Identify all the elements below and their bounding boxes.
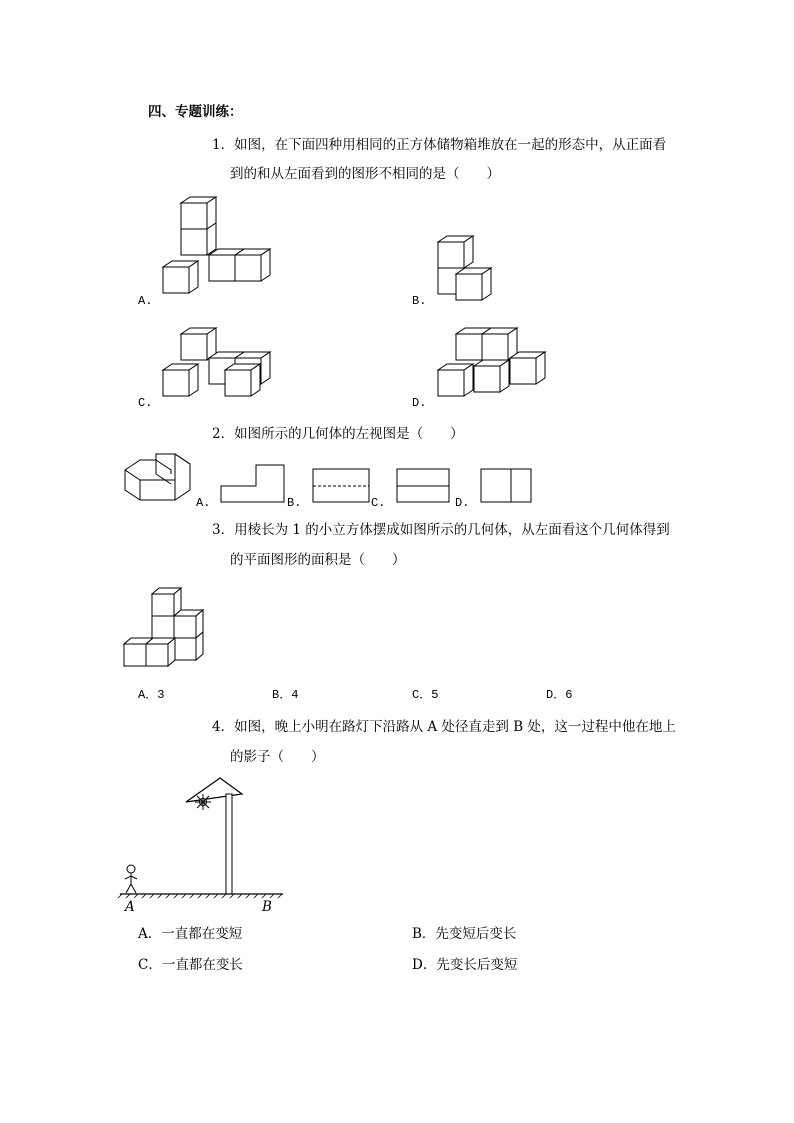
q2-option-b-label: B. bbox=[287, 496, 302, 510]
q2-option-a-label: A. bbox=[196, 496, 211, 510]
q2-solid-figure bbox=[120, 452, 200, 504]
q2-option-c-label: C. bbox=[371, 496, 386, 510]
q1-text-line1: 1．如图，在下面四种用相同的正方体储物箱堆放在一起的形态中，从正面看 bbox=[212, 137, 667, 153]
q4-option-a: A．一直都在变短 bbox=[138, 926, 243, 942]
q1-option-c-label: C. bbox=[138, 396, 153, 410]
q2-option-b-figure bbox=[312, 468, 370, 504]
q1-figure-c bbox=[155, 322, 280, 408]
q4-option-b: B．先变短后变长 bbox=[412, 926, 517, 942]
q4-text-line2: 的影子（ ） bbox=[230, 749, 325, 765]
q3-option-b: B．4 bbox=[272, 688, 299, 702]
q3-text-line1: 3．用棱长为 1 的小立方体摆成如图所示的几何体，从左面看这个几何体得到 bbox=[212, 522, 670, 538]
q3-option-a: A．3 bbox=[138, 688, 165, 702]
q2-option-a-figure bbox=[220, 464, 286, 504]
q2-text: 2．如图所示的几何体的左视图是（ ） bbox=[212, 426, 464, 442]
q4-text-line1: 4．如图，晚上小明在路灯下沿路从 A 处径直走到 B 处，这一过程中他在地上 bbox=[212, 719, 676, 735]
q2-option-d-label: D. bbox=[455, 496, 470, 510]
q1-figure-b bbox=[430, 228, 510, 308]
q3-text-line2: 的平面图形的面积是（ ） bbox=[230, 552, 406, 568]
q1-figure-a bbox=[155, 195, 280, 307]
q2-option-d-figure bbox=[480, 468, 532, 504]
q4-point-b-label: B bbox=[262, 899, 272, 915]
q2-option-c-figure bbox=[396, 468, 450, 504]
section-heading: 四、专题训练： bbox=[148, 104, 243, 120]
q3-option-c: C．5 bbox=[412, 688, 439, 702]
q1-text-line2: 到的和从左面看到的图形不相同的是（ ） bbox=[230, 166, 500, 182]
q1-figure-d bbox=[430, 322, 555, 408]
q1-option-d-label: D. bbox=[412, 396, 427, 410]
q3-solid-figure bbox=[120, 582, 210, 668]
q1-option-b-label: B. bbox=[412, 294, 427, 308]
q3-option-d: D．6 bbox=[546, 688, 573, 702]
q4-option-c: C．一直都在变长 bbox=[138, 957, 243, 973]
q4-point-a-label: A bbox=[125, 899, 135, 915]
q1-option-a-label: A. bbox=[138, 294, 153, 308]
q4-option-d: D．先变长后变短 bbox=[412, 957, 518, 973]
